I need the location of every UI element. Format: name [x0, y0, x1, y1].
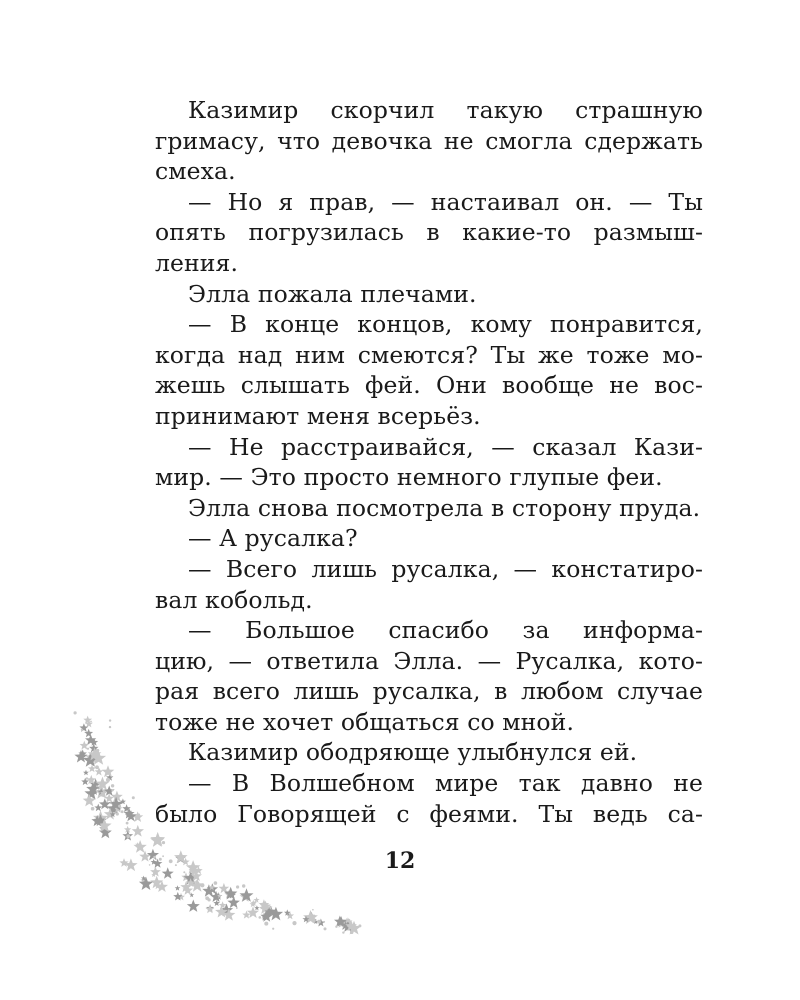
star-icon	[110, 811, 116, 817]
star-icon	[78, 749, 87, 757]
star-icon	[85, 720, 93, 728]
star-icon	[84, 786, 98, 799]
sparkle-dot	[132, 796, 135, 799]
star-icon	[97, 818, 111, 832]
star-icon	[187, 900, 200, 912]
star-icon	[104, 793, 114, 802]
star-icon	[259, 903, 271, 914]
star-icon	[247, 906, 259, 918]
star-icon	[240, 888, 254, 901]
text-line: жешь слышать фей. Они вообще не вос-	[155, 371, 703, 400]
star-icon	[91, 815, 103, 826]
sparkle-dot	[118, 805, 121, 808]
star-icon	[228, 891, 236, 898]
sparkle-dot	[98, 769, 100, 771]
sparkle-dot	[127, 810, 129, 812]
star-icon	[109, 797, 124, 811]
sparkle-dot	[236, 907, 238, 909]
star-icon	[114, 803, 120, 808]
star-icon	[88, 748, 102, 761]
star-icon	[81, 778, 89, 785]
sparkle-dot	[116, 812, 119, 815]
star-icon	[94, 804, 102, 812]
sparkle-dot	[90, 721, 92, 723]
sparkle-dot	[81, 729, 83, 731]
star-icon	[240, 891, 251, 902]
star-icon	[265, 906, 276, 917]
text-line: ления.	[155, 248, 239, 277]
star-icon	[202, 884, 215, 897]
text-line: — Но я прав, — настаивал он. — Ты	[188, 187, 703, 216]
star-icon	[86, 782, 99, 795]
sparkle-dot	[312, 909, 314, 911]
star-icon	[267, 905, 272, 910]
star-icon	[251, 900, 257, 906]
star-icon	[104, 808, 116, 820]
sparkle-dot	[324, 927, 327, 930]
star-icon	[156, 881, 168, 893]
star-icon	[334, 916, 346, 927]
star-icon	[124, 826, 131, 833]
sparkle-dot	[109, 719, 111, 721]
text-line: мир. — Это просто немного глупые феи.	[155, 463, 663, 492]
star-icon	[95, 785, 109, 799]
page-number: 12	[384, 848, 416, 874]
star-icon	[100, 790, 107, 797]
sparkle-dot	[101, 793, 105, 797]
sparkle-dot	[335, 926, 337, 928]
sparkle-dot	[197, 882, 200, 885]
star-icon	[269, 907, 283, 921]
star-icon	[219, 883, 230, 893]
star-icon	[124, 808, 135, 818]
star-icon	[260, 912, 267, 919]
sparkle-dot	[96, 785, 98, 787]
star-icon	[122, 804, 131, 812]
star-icon	[286, 912, 294, 920]
sparkle-dot	[208, 898, 211, 901]
star-icon	[102, 765, 115, 777]
star-icon	[254, 897, 260, 903]
sparkle-dot	[313, 915, 315, 917]
star-icon	[125, 810, 137, 821]
text-line: когда над ним смеются? Ты же тоже мо-	[155, 340, 703, 369]
star-icon	[98, 788, 105, 795]
star-icon	[85, 751, 97, 763]
star-icon	[205, 905, 214, 914]
sparkle-dot	[264, 922, 268, 926]
sparkle-dot	[86, 777, 88, 779]
sparkle-dot	[162, 841, 165, 844]
star-icon	[313, 919, 318, 924]
star-icon	[94, 814, 106, 826]
star-icon	[99, 825, 106, 832]
star-icon	[120, 798, 126, 804]
star-icon	[93, 810, 108, 824]
sparkle-dot	[87, 748, 89, 750]
sparkle-dot	[242, 884, 245, 887]
text-line: опять погрузилась в какие-то размыш-	[155, 218, 703, 247]
sparkle-dot	[111, 790, 113, 792]
sparkle-dot	[97, 749, 100, 752]
sparkle-dot	[109, 726, 111, 728]
sparkle-dot	[91, 807, 95, 811]
star-icon	[227, 896, 240, 908]
star-icon	[302, 916, 309, 923]
star-icon	[83, 770, 89, 776]
star-icon	[207, 883, 218, 894]
sparkle-dot	[292, 921, 296, 925]
star-icon	[306, 912, 316, 922]
star-icon	[340, 921, 350, 930]
sparkle-dot	[95, 765, 99, 769]
star-icon	[135, 842, 140, 847]
star-icon	[317, 919, 326, 927]
sparkle-dot	[259, 916, 262, 919]
star-icon	[342, 920, 354, 932]
star-icon	[303, 910, 318, 924]
star-icon	[95, 767, 104, 775]
star-icon	[190, 878, 204, 891]
star-icon	[107, 801, 121, 815]
star-icon	[265, 907, 274, 916]
star-icon	[261, 911, 271, 920]
text-line: смеха.	[155, 157, 236, 186]
star-icon	[189, 893, 194, 898]
star-icon	[347, 921, 361, 935]
sparkle-dot	[350, 930, 354, 934]
star-icon	[84, 729, 93, 738]
star-icon	[89, 743, 99, 752]
star-icon	[177, 893, 185, 901]
text-line: рая всего лишь русалка, в любом случае	[155, 677, 703, 706]
star-icon	[87, 775, 97, 784]
text-line: принимают меня всерьёз.	[155, 401, 481, 430]
text-line: — А русалка?	[188, 524, 358, 553]
star-icon	[111, 791, 123, 802]
star-icon	[85, 734, 96, 745]
star-icon	[345, 920, 357, 931]
sparkle-dot	[126, 834, 130, 838]
star-icon	[210, 891, 222, 902]
sparkle-dot	[317, 920, 321, 924]
star-icon	[175, 885, 181, 890]
sparkle-dot	[342, 931, 344, 933]
sparkle-dot	[358, 924, 361, 927]
star-icon	[254, 905, 259, 910]
sparkle-dot	[110, 802, 112, 804]
text-line: — Большое спасибо за информа-	[188, 616, 703, 645]
star-icon	[206, 904, 214, 912]
star-icon	[94, 748, 100, 754]
text-line: гримасу, что девочка не смогла сдержать	[155, 126, 703, 155]
star-icon	[173, 892, 182, 901]
star-icon	[104, 786, 115, 796]
star-icon	[95, 777, 109, 790]
star-icon	[343, 917, 352, 926]
text-line: тоже не хочет общаться со мной.	[155, 707, 575, 736]
text-line: Казимир скорчил такую страшную	[188, 96, 703, 124]
star-icon	[154, 883, 161, 890]
sparkle-dot	[205, 896, 209, 900]
sparkle-dot	[111, 784, 114, 787]
star-icon	[263, 906, 273, 916]
sparkle-dot	[323, 921, 325, 923]
star-icon	[91, 750, 106, 764]
star-icon	[340, 918, 353, 930]
text-line: Элла снова посмотрела в сторону пруда.	[188, 493, 701, 522]
star-icon	[220, 904, 233, 916]
star-icon	[74, 750, 87, 763]
star-icon	[122, 830, 133, 840]
star-icon	[182, 885, 193, 895]
star-icon	[180, 881, 192, 892]
star-icon	[141, 876, 146, 881]
star-icon	[215, 905, 228, 917]
sparkle-dot	[236, 885, 239, 888]
sparkle-dot	[312, 918, 316, 922]
text-line: Элла пожала плечами.	[188, 279, 477, 308]
sparkle-dot	[121, 810, 124, 813]
star-icon	[150, 832, 165, 846]
star-icon	[209, 884, 215, 890]
sparkle-dot	[347, 919, 351, 923]
star-icon	[83, 753, 98, 767]
star-icon	[250, 901, 257, 907]
text-line: — В Волшебном мире так давно не	[188, 769, 703, 798]
star-icon	[220, 904, 233, 916]
star-icon	[260, 901, 271, 911]
star-icon	[224, 890, 233, 898]
star-icon	[186, 878, 195, 887]
star-icon	[214, 892, 222, 900]
sparkle-dot	[200, 883, 204, 887]
star-icon	[213, 900, 220, 906]
sparkle-dot	[195, 880, 198, 883]
sparkle-dot	[272, 928, 274, 930]
star-icon	[217, 893, 222, 898]
star-icon	[259, 899, 270, 909]
star-icon	[150, 833, 165, 847]
star-icon	[312, 918, 317, 923]
star-icon	[83, 716, 92, 724]
star-icon	[80, 741, 89, 750]
text-line: вал кобольд.	[155, 585, 313, 614]
body-text	[155, 95, 703, 829]
text-line: было Говорящей с феями. Ты ведь са-	[155, 799, 703, 828]
star-icon	[219, 901, 227, 908]
sparkle-dot	[214, 881, 218, 885]
star-icon	[150, 876, 163, 889]
star-icon	[336, 916, 347, 926]
star-icon	[312, 917, 317, 922]
sparkle-dot	[126, 822, 129, 825]
star-icon	[132, 825, 144, 837]
sparkle-dot	[138, 814, 140, 816]
star-icon	[222, 908, 235, 920]
star-icon	[88, 765, 96, 773]
text-line: — Всего лишь русалка, — констатиро-	[188, 554, 703, 583]
star-icon	[242, 911, 251, 919]
star-icon	[337, 919, 346, 927]
star-icon	[113, 804, 122, 813]
text-line: цию, — ответила Элла. — Русалка, кото-	[155, 646, 703, 675]
sparkle-dot	[74, 711, 77, 714]
star-icon	[99, 798, 111, 809]
sparkle-dot	[264, 905, 266, 907]
star-icon	[99, 826, 112, 838]
star-icon	[224, 887, 238, 900]
sparkle-dot	[113, 795, 115, 797]
star-icon	[90, 738, 98, 746]
star-icon	[132, 811, 143, 822]
star-icon	[106, 774, 113, 781]
star-icon	[83, 794, 96, 807]
text-line: — Не расстраивайся, — сказал Кази-	[188, 432, 703, 461]
text-line: Казимир ободряюще улыбнулся ей.	[188, 738, 638, 767]
star-icon	[116, 806, 121, 811]
sparkle-dot	[106, 778, 110, 782]
star-icon	[140, 877, 147, 884]
star-icon	[90, 779, 102, 790]
star-icon	[139, 877, 153, 890]
star-icon	[284, 909, 291, 915]
text-line: — В конце концов, кому понравится,	[188, 310, 703, 339]
star-icon	[79, 723, 88, 732]
star-icon	[261, 911, 272, 922]
